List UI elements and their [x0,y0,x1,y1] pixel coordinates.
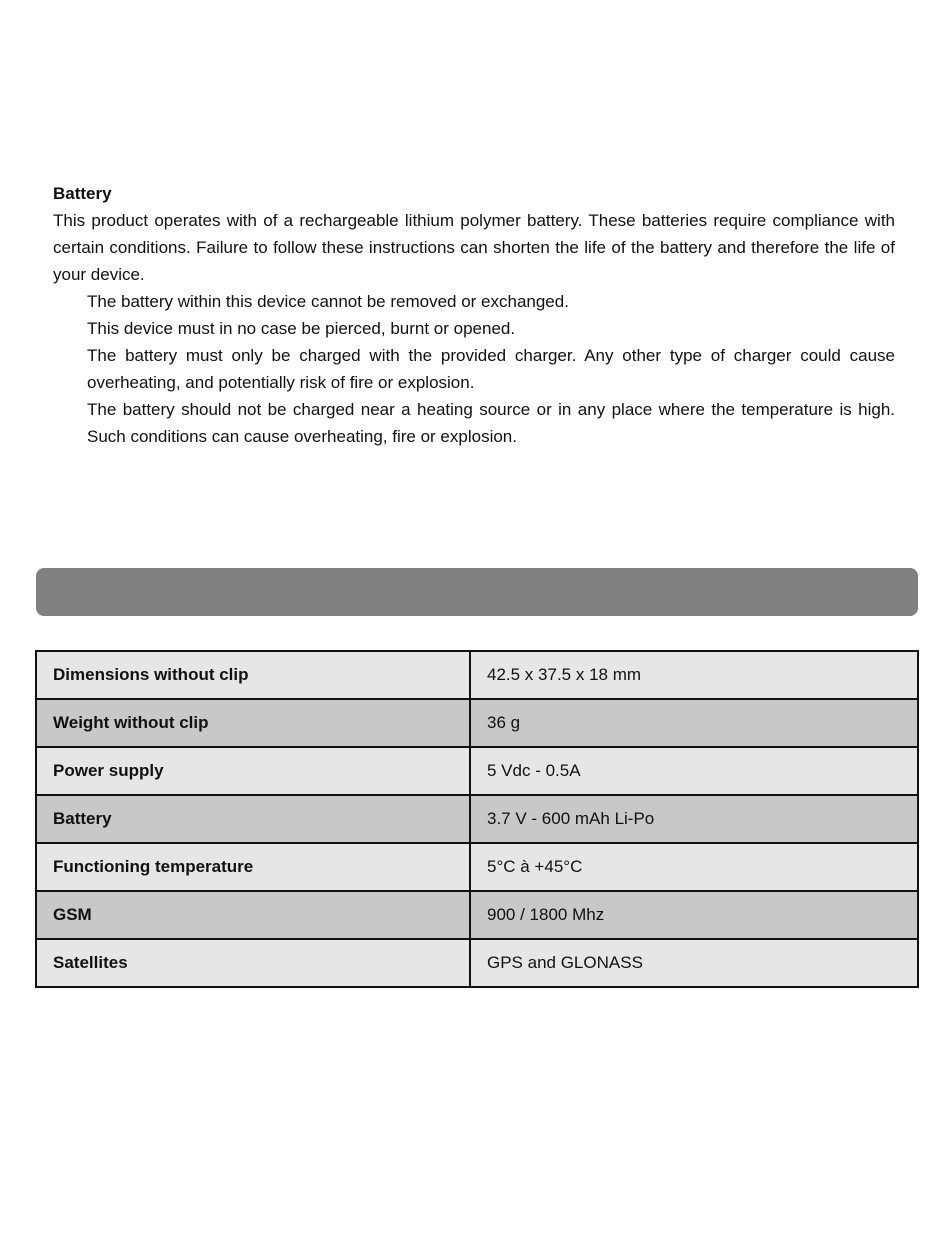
battery-instructions-list [53,288,895,450]
spec-label: GSM [36,891,470,939]
spec-value: 42.5 x 37.5 x 18 mm [470,651,918,699]
spec-value: 3.7 V - 600 mAh Li-Po [470,795,918,843]
spec-label: Functioning temperature [36,843,470,891]
battery-instruction-item: The battery must only be charged with the provided charger. Any other type of charger could cause overheating, and potentially risk of fire or explosion. [87,346,895,392]
table-row [36,747,918,795]
table-row [36,891,918,939]
spec-value: 5°C à +45°C [470,843,918,891]
spec-label: Satellites [36,939,470,987]
battery-instruction-item: This device must in no case be pierced, burnt or opened. [87,319,516,338]
spec-value: 36 g [470,699,918,747]
spec-label: Dimensions without clip [36,651,470,699]
spec-value: 5 Vdc - 0.5A [470,747,918,795]
table-row [36,939,918,987]
spec-label: Power supply [36,747,470,795]
spec-value: GPS and GLONASS [470,939,918,987]
battery-heading: Battery [53,184,112,203]
table-row [36,651,918,699]
table-row [36,795,918,843]
battery-instruction-item: The battery within this device cannot be removed or exchanged. [87,292,569,311]
spec-value: 900 / 1800 Mhz [470,891,918,939]
spec-label: Battery [36,795,470,843]
specifications-table [35,650,919,988]
battery-instruction-item: The battery should not be charged near a heating source or in any place where the temperature is high. Such conditions can cause overheating, fire or explosion. [87,400,895,446]
spec-label: Weight without clip [36,699,470,747]
table-row [36,843,918,891]
section-header-bar [36,568,918,616]
table-row [36,699,918,747]
battery-intro: This product operates with of a rechargeable lithium polymer battery. These batteries require compliance with certain conditions. Failure to follow these instructions can shorten the life of the battery and therefore the life of your device. [53,211,895,284]
battery-section [53,180,895,450]
